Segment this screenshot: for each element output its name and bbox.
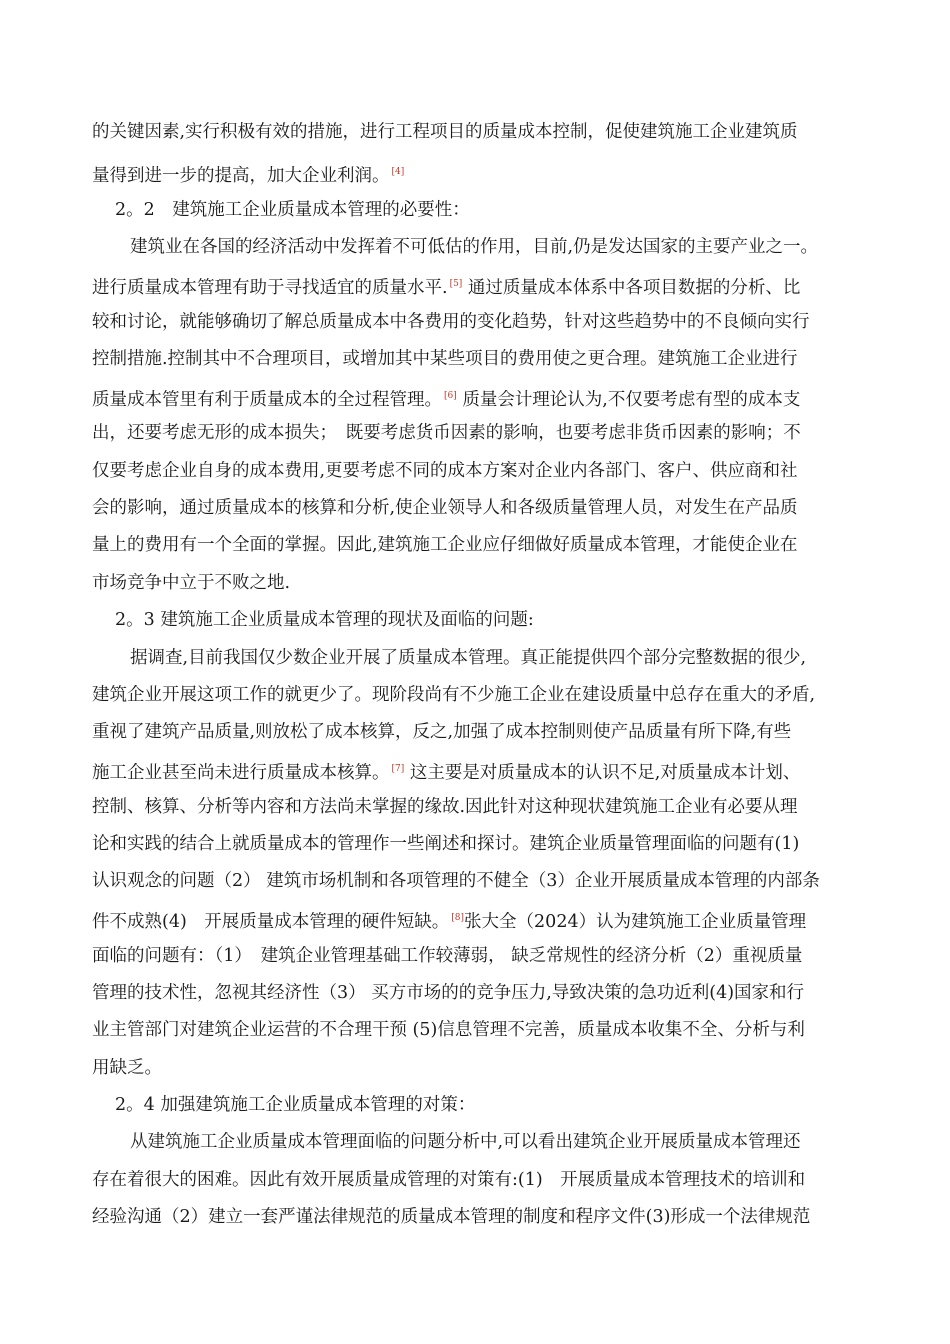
paragraph-line bbox=[92, 533, 798, 557]
line-text-continued: 通过质量成本体系中各项目数据的分析、比 bbox=[462, 278, 801, 298]
paragraph-line bbox=[92, 272, 800, 296]
line-text: 2。3 建筑施工企业质量成本管理的现状及面临的问题: bbox=[115, 610, 534, 630]
line-text: 用缺乏。 bbox=[92, 1058, 162, 1078]
citation-marker[interactable]: [8] bbox=[451, 913, 465, 923]
line-text: 重视了建筑产品质量,则放松了成本核算，反之,加强了成本控制则使产品质量有所下降,有些 bbox=[92, 722, 792, 742]
paragraph-line bbox=[92, 571, 290, 595]
line-text: 量上的费用有一个全面的掌握。因此,建筑施工企业应仔细做好质量成本管理，才能使企业在 bbox=[92, 535, 798, 555]
line-text: 会的影响，通过质量成本的核算和分析,使企业领导人和各级质量管理人员，对发生在产品质 bbox=[92, 498, 798, 518]
line-text: 的关键因素,实行积极有效的措施，进行工程项目的质量成本控制，促使建筑施工企业建筑质 bbox=[92, 122, 798, 142]
line-text: 控制措施.控制其中不合理项目，或增加其中某些项目的费用使之更合理。建筑施工企业进行 bbox=[92, 349, 798, 369]
paragraph-line bbox=[92, 310, 810, 334]
citation-marker[interactable]: [4] bbox=[391, 167, 405, 177]
line-text: 经验沟通（2）建立一套严谨法律规范的质量成本管理的制度和程序文件(3)形成一个法律规范 bbox=[92, 1207, 811, 1227]
paragraph-line bbox=[92, 347, 798, 371]
line-text: 市场竞争中立于不败之地. bbox=[92, 573, 291, 593]
paragraph-line bbox=[92, 906, 806, 930]
line-text: 2。2 建筑施工企业质量成本管理的必要性： bbox=[115, 200, 470, 220]
line-text: 论和实践的结合上就质量成本的管理作一些阐述和探讨。建筑企业质量管理面临的问题有(1) bbox=[92, 834, 800, 854]
paragraph-line bbox=[92, 1056, 162, 1080]
paragraph-line bbox=[130, 646, 806, 670]
citation-marker[interactable]: [7] bbox=[391, 764, 405, 774]
paragraph-line bbox=[92, 496, 798, 520]
line-text: 2。4 加强建筑施工企业质量成本管理的对策： bbox=[115, 1095, 476, 1115]
line-text-continued: 张大全（2024）认为建筑施工企业质量管理 bbox=[464, 912, 807, 932]
paragraph-line bbox=[92, 832, 799, 856]
citation-marker[interactable]: [6] bbox=[444, 391, 457, 401]
line-text: 质量成本管里有利于质量成本的全过程管理。 bbox=[92, 390, 442, 410]
section-heading bbox=[115, 1093, 475, 1117]
paragraph-line bbox=[92, 1205, 810, 1229]
paragraph-line bbox=[130, 1130, 801, 1154]
paragraph-line bbox=[92, 1168, 805, 1192]
paragraph-line bbox=[92, 795, 798, 819]
line-text: 从建筑施工企业质量成本管理面临的问题分析中,可以看出建筑企业开展质量成本管理还 bbox=[130, 1132, 801, 1152]
line-text: 件不成熟(4) 开展质量成本管理的硬件短缺。 bbox=[92, 912, 450, 932]
paragraph-line bbox=[92, 720, 791, 744]
line-text: 量得到进一步的提高，加大企业利润。 bbox=[92, 166, 390, 186]
paragraph-line bbox=[92, 757, 800, 781]
paragraph-line bbox=[92, 120, 798, 144]
line-text: 存在着很大的困难。因此有效开展质量成管理的对策有:(1) 开展质量成本管理技术的培训和 bbox=[92, 1170, 806, 1190]
line-text-continued: 这主要是对质量成本的认识不足,对质量成本计划、 bbox=[404, 763, 801, 783]
line-text: 施工企业甚至尚未进行质量成本核算。 bbox=[92, 763, 390, 783]
paragraph-line bbox=[92, 981, 804, 1005]
paragraph-line bbox=[92, 160, 404, 184]
line-text: 建筑企业开展这项工作的就更少了。现阶段尚有不少施工企业在建设质量中总存在重大的矛盾, bbox=[92, 685, 816, 705]
paragraph-line bbox=[130, 235, 818, 259]
line-text: 建筑业在各国的经济活动中发挥着不可低估的作用，目前,仍是发达国家的主要产业之一。 bbox=[130, 237, 819, 257]
line-text-continued: 质量会计理论认为,不仅要考虑有型的成本支 bbox=[456, 390, 801, 410]
paragraph-line bbox=[92, 421, 801, 445]
line-text: 进行质量成本管理有助于寻找适宜的质量水平. bbox=[92, 278, 448, 298]
line-text: 管理的技术性，忽视其经济性（3） 买方市场的的竞争压力,导致决策的急功近利(4)国家和行 bbox=[92, 983, 805, 1003]
line-text: 认识观念的问题（2） 建筑市场机制和各项管理的不健全（3）企业开展质量成本管理的内部条 bbox=[92, 871, 820, 891]
paragraph-line bbox=[92, 459, 798, 483]
line-text: 据调查,目前我国仅少数企业开展了质量成本管理。真正能提供四个部分完整数据的很少, bbox=[130, 648, 807, 668]
line-text: 仅要考虑企业自身的成本费用,更要考虑不同的成本方案对企业内各部门、客户、供应商和社 bbox=[92, 461, 798, 481]
line-text: 出，还要考虑无形的成本损失； 既要考虑货币因素的影响，也要考虑非货币因素的影响；不 bbox=[92, 423, 801, 443]
paragraph-line bbox=[92, 384, 800, 408]
paragraph-line bbox=[92, 1018, 805, 1042]
line-text: 较和讨论，就能够确切了解总质量成本中各费用的变化趋势，针对这些趋势中的不良倾向实行 bbox=[92, 312, 810, 332]
paragraph-line bbox=[92, 683, 815, 707]
paragraph-line bbox=[92, 869, 820, 893]
section-heading bbox=[115, 198, 470, 222]
paragraph-line bbox=[92, 944, 802, 968]
citation-marker[interactable]: [5] bbox=[449, 279, 463, 289]
line-text: 业主管部门对建筑企业运营的不合理干预 (5)信息管理不完善，质量成本收集不全、分析与利 bbox=[92, 1020, 805, 1040]
line-text: 面临的问题有：（1） 建筑企业管理基础工作较薄弱， 缺乏常规性的经济分析（2）重视质量 bbox=[92, 946, 803, 966]
section-heading bbox=[115, 608, 534, 632]
line-text: 控制、核算、分析等内容和方法尚未掌握的缘故.因此针对这种现状建筑施工企业有必要从理 bbox=[92, 797, 798, 817]
